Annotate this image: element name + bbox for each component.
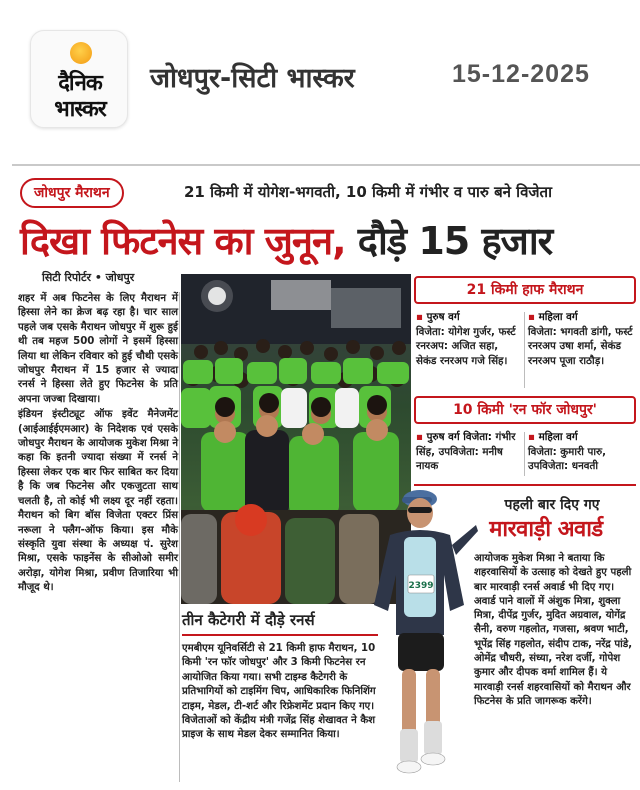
headline-part2: दौड़े 15 हजार — [357, 219, 553, 263]
men-winners-text: गंभीर सिंह, उपविजेता: मनीष नायक — [416, 431, 516, 472]
award-title: मारवाड़ी अवार्ड — [489, 517, 603, 542]
run-for-jodhpur-women — [528, 430, 636, 474]
subheadline: 21 किमी में योगेश-भगवती, 10 किमी में गंभीर व पारु बने विजेता — [184, 183, 552, 201]
run-for-jodhpur-header: 10 किमी 'रन फॉर जोधपुर' — [414, 396, 636, 424]
edition-title: जोधपुर-सिटी भास्कर — [150, 63, 355, 94]
headline-part1: दिखा फिटनेस का जुनून, — [20, 219, 346, 263]
square-bullet-icon: ▪ — [528, 431, 539, 443]
column-divider-left — [179, 292, 180, 782]
sun-logo-icon — [70, 42, 92, 64]
kicker-tag: जोधपुर मैराथन — [20, 178, 124, 208]
half-marathon-men — [416, 310, 522, 368]
half-marathon-header: 21 किमी हाफ मैराथन — [414, 276, 636, 304]
awards-divider — [414, 484, 636, 486]
categories-heading: तीन कैटेगरी में दौड़े रनर्स — [182, 611, 315, 629]
run-for-jodhpur-men — [416, 430, 522, 474]
award-subtitle: पहली बार दिए गए — [504, 497, 600, 513]
headline — [20, 214, 552, 266]
logo-line1: दैनिक — [58, 71, 102, 96]
page-header — [0, 0, 640, 160]
categories-underline — [182, 634, 378, 636]
men-category-label: पुरुष वर्ग — [426, 311, 460, 323]
header-divider — [12, 164, 640, 166]
bhaskar-logo — [30, 30, 128, 128]
body-left-column — [18, 292, 178, 597]
logo-line2: भास्कर — [54, 97, 106, 122]
square-bullet-icon: ▪ — [528, 311, 539, 323]
women-winners-text: विजेता: भगवती डांगी, फर्स्ट रनरअप उषा शर्मा, सेकंड रनरअप पूजा राठौड़। — [528, 325, 633, 367]
byline: सिटी रिपोर्टर • जोधपुर — [42, 271, 135, 284]
women-category-label: महिला वर्ग — [538, 311, 578, 323]
women-category-label: महिला वर्ग — [538, 431, 578, 443]
men-winners-text: विजेता: योगेश गुर्जर, फर्स्ट रनरअप: अजित सहा, सेकंड रनरअप गजे सिंह। — [416, 325, 516, 367]
award-body: आयोजक मुकेश मिश्रा ने बताया कि शहरवासियों के उत्साह को देखते हुए पहली बार मारवाड़ी रनर्स अवार्ड भी दिए गए। अवार्ड पाने वालों में अंशुक मित्रा, शुक्ला मित्रा, दीपेंद्र गुर्जर, मुदित अग्रवाल, योगेंद्र सैनी, वरुण गहलोत, गजसा, श्रवण भाटी, भूपेंद्र सिंह गहलोत, संदीप टाक, नरेंद्र पांडे, ओमेंद्र चौधरी, संध्या, नरेश दर्जी, गोपेश कुमार और दीपक वर्मा शामिल हैं। ये मारवाड़ी रनर्स शहरवासियों को मैराथन और फिटनेस के प्रति जागरूक करेंगे। — [474, 553, 633, 707]
edition-date: 15-12-2025 — [452, 60, 590, 88]
half-marathon-divider — [524, 312, 525, 388]
categories-body: एमबीएम यूनिवर्सिटी से 21 किमी हाफ मैराथन, 10 किमी 'रन फॉर जोधपुर' और 3 किमी फिटनेस रन आयोजित किया गया। सभी टाइम्ड कैटेगरी के प्रतिभागियों को टाइमिंग चिप, आधिकारिक फिनिशिंग टाइम, मेडल, टी-शर्ट और रिफ्रेशमेंट प्रदान किए गए। विजेताओं को केंद्रीय मंत्री गजेंद्र सिंह शेखावत ने कैश प्राइज के साथ मेडल देकर सम्मानित किया। — [182, 643, 376, 741]
body-paragraph-2: इंडियन इंस्टीट्यूट ऑफ इवेंट मैनेजमेंट (आईआईईएमआर) के निदेशक एवं एसके जोधपुर मैराथन के आयोजक मुकेश मिश्रा ने कहा कि इतनी ज्यादा संख्या में रनर्स ने हिस्सा लेकर एक बार फिर साबित कर दिया है कि जब फिटनेस और एकजुटता साथ चलती है, तो कोई भी लक्ष्य दूर नहीं रहता। मैराथन को बिग बॉस विजेता एक्टर प्रिंस नरूला ने फ्लैग-ऑफ किया। इस मौके संस्कृति युवा संस्था के अध्यक्ष पं. सुरेश मिश्रा, एसके फाइनेंस के सीओओ समीर अरोड़ा, योगेश मिश्रा, प्रवीण तिजारिया भी मौजूद थे। — [18, 409, 179, 594]
men-category-label: पुरुष वर्ग विजेता: — [426, 431, 492, 443]
square-bullet-icon: ▪ — [416, 431, 427, 443]
run-for-jodhpur-divider — [524, 432, 525, 476]
square-bullet-icon: ▪ — [416, 311, 427, 323]
half-marathon-women — [528, 310, 636, 368]
bib-number: 2399 — [408, 581, 434, 591]
body-paragraph-1: शहर में अब फिटनेस के लिए मैराथन में हिस्सा लेने का क्रेज बढ़ रहा है। चार साल पहले जब एसके मैराथन जोधपुर में शुरू हुई थी तब महज 500 लोगों ने इसमें हिस्सा लिया था लेकिन रविवार को हुई चौथी एसके जोधपुर मैराथन में 15 हजार से ज्यादा रनर्स ने हिस्सा लेते हुए फिटनेस के प्रति अपना जज्बा दिखाया। — [18, 293, 178, 405]
women-winners-text: विजेता: कुमारी पारु, उपविजेता: धनवती — [528, 445, 607, 472]
